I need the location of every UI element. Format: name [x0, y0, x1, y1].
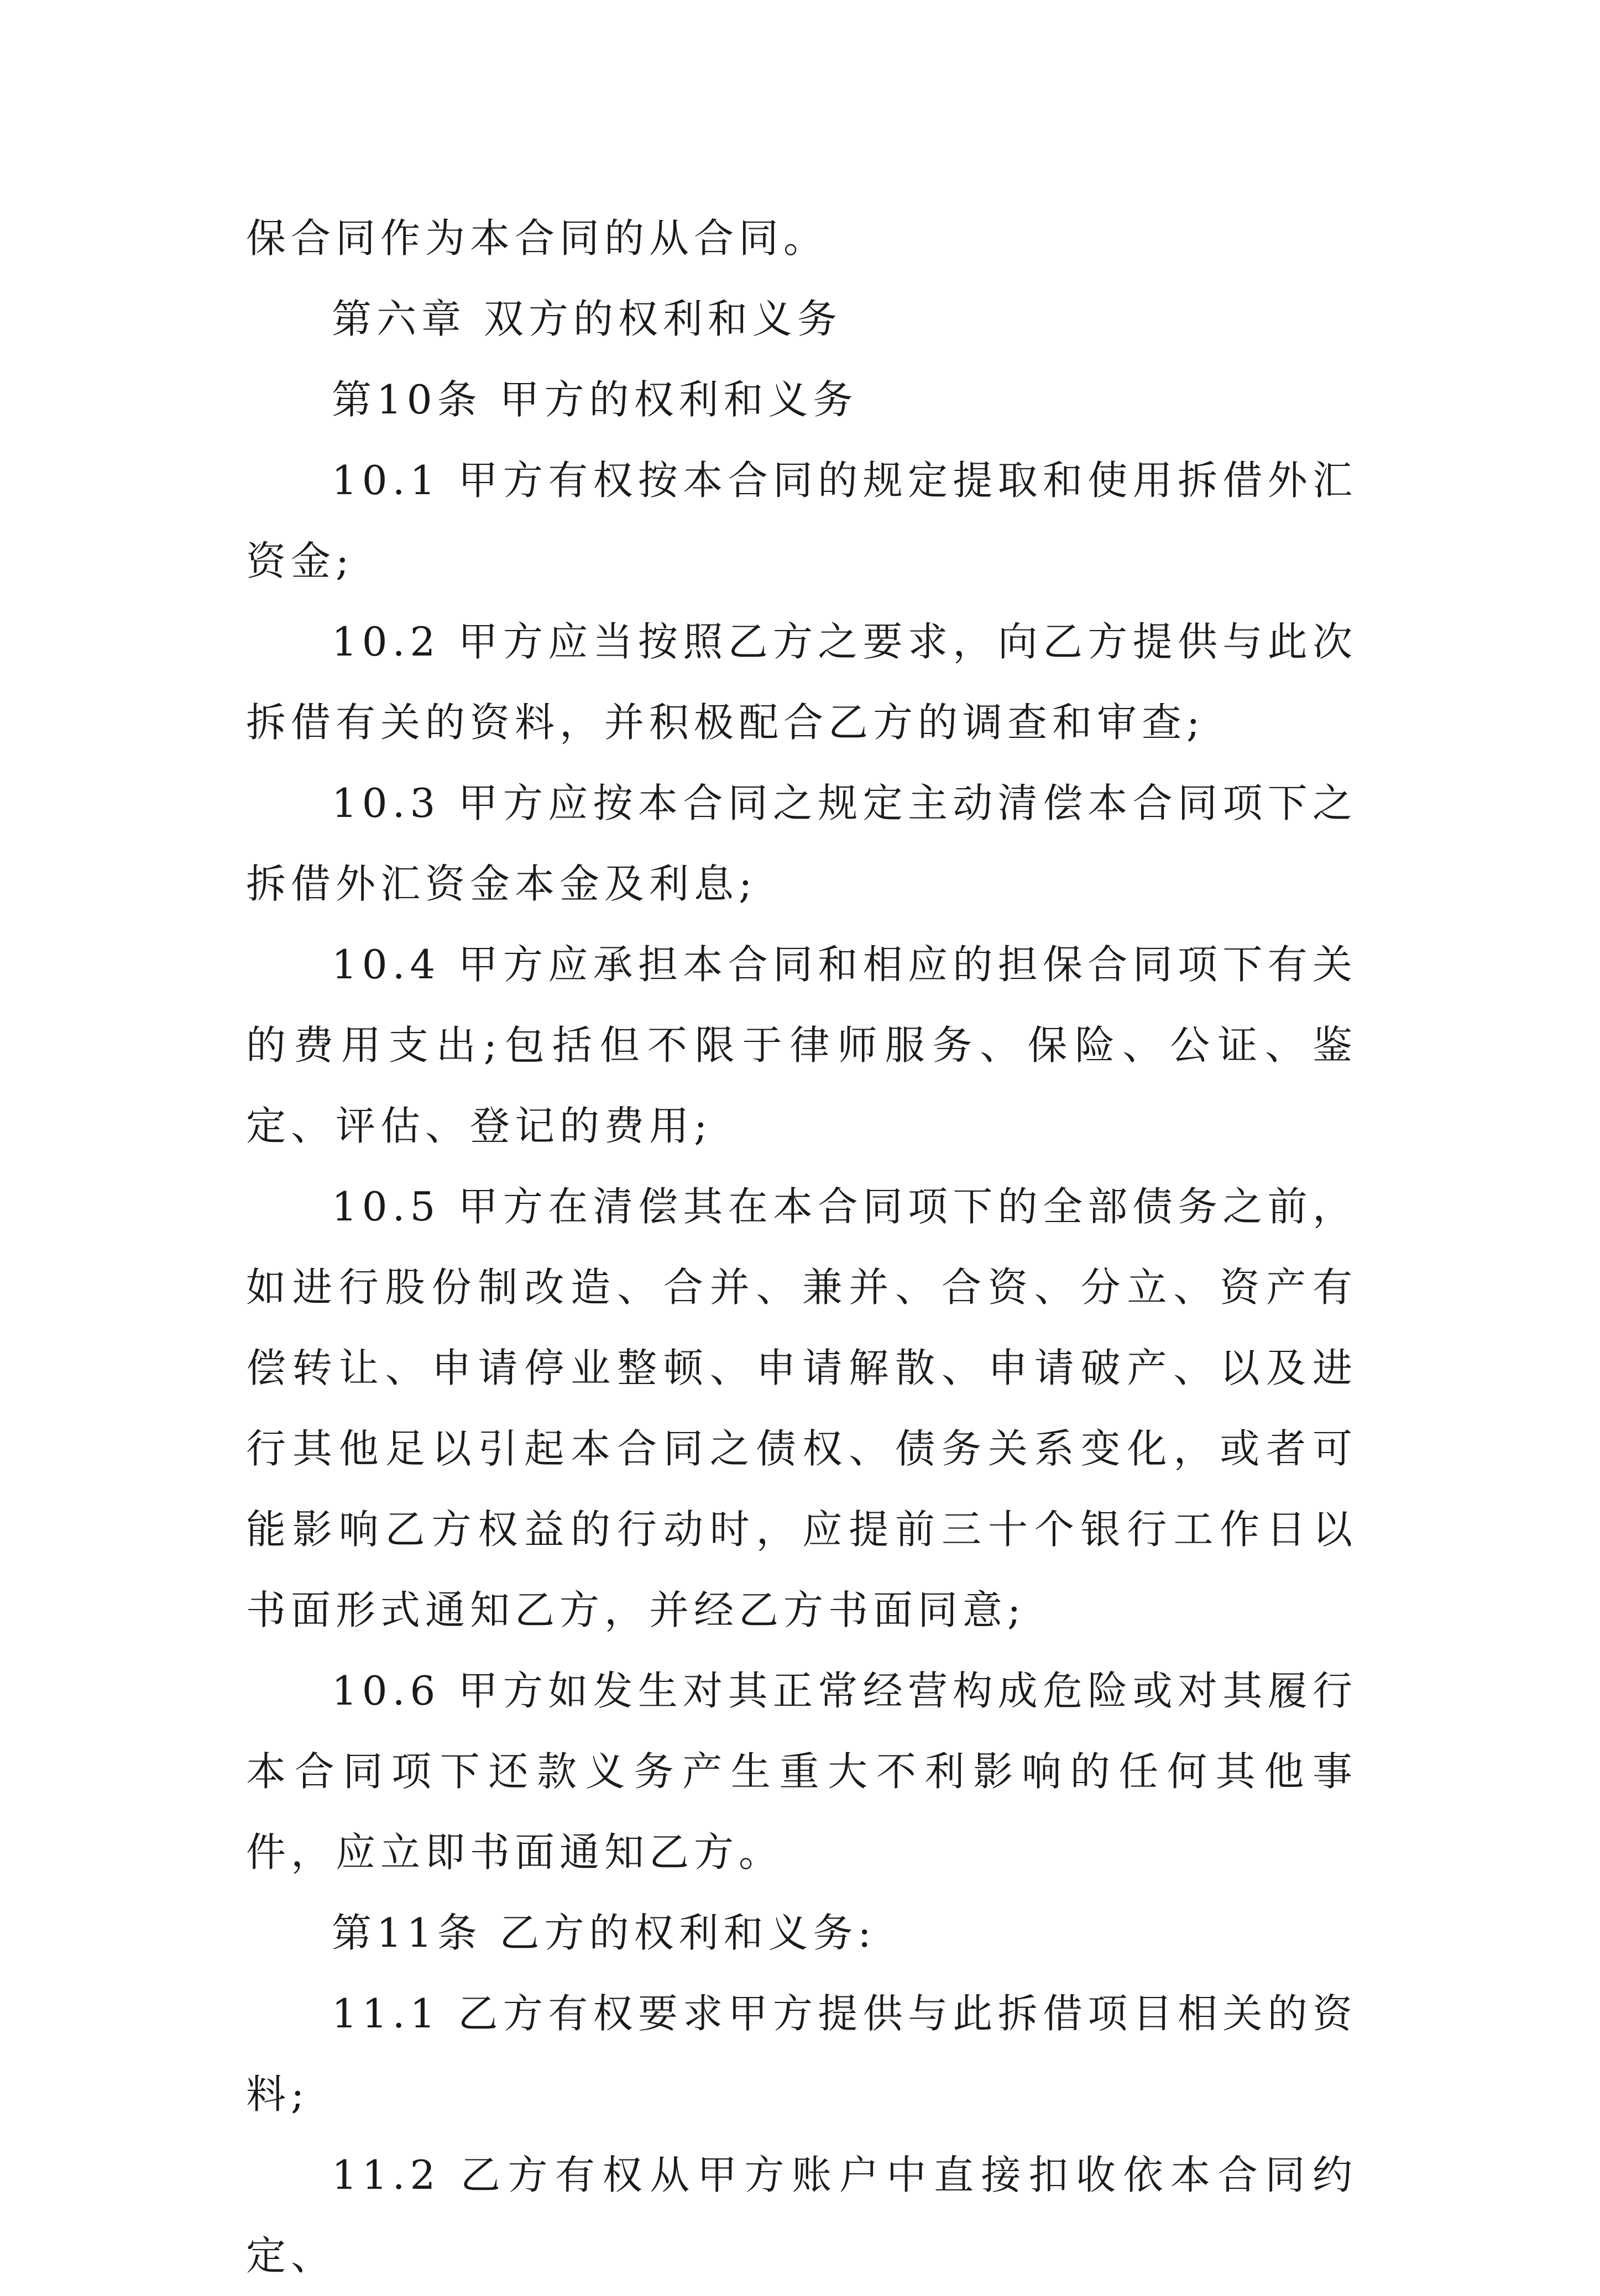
clause-10-4: 10.4 甲方应承担本合同和相应的担保合同项下有关的费用支出;包括但不限于律师服务、保险、公证、鉴定、评估、登记的费用;: [246, 941, 1357, 1149]
document-body: [246, 198, 1357, 2296]
article-heading-10: 第10条 甲方的权利和义务: [332, 376, 858, 423]
clause-10-1: 10.1 甲方有权按本合同的规定提取和使用拆借外汇资金;: [246, 457, 1357, 584]
clause-10-2: 10.2 甲方应当按照乙方之要求，向乙方提供与此次拆借有关的资料，并积极配合乙方的调查和审查;: [246, 618, 1357, 746]
clause-10-5: 10.5 甲方在清偿其在本合同项下的全部债务之前，如进行股份制改造、合并、兼并、合资、分立、资产有偿转让、申请停业整顿、申请解散、申请破产、以及进行其他足以引起本合同之债权、债务关系变化，或者可能影响乙方权益的行动时，应提前三十个银行工作日以书面形式通知乙方，并经乙方书面同意;: [246, 1183, 1357, 1633]
article-heading-11: 第11条 乙方的权利和义务:: [332, 1910, 876, 1956]
chapter-heading: 第六章 双方的权利和义务: [332, 296, 842, 342]
clause-11-2: 11.2 乙方有权从甲方账户中直接扣收依本合同约定、: [246, 2152, 1357, 2279]
clause-10-6: 10.6 甲方如发生对其正常经营构成危险或对其履行本合同项下还款义务产生重大不利影响的任何其他事件，应立即书面通知乙方。: [246, 1668, 1357, 1875]
clause-11-1: 11.1 乙方有权要求甲方提供与此拆借项目相关的资料;: [246, 1990, 1357, 2117]
clause-10-3: 10.3 甲方应按本合同之规定主动清偿本合同项下之拆借外汇资金本金及利息;: [246, 780, 1357, 907]
paragraph-continuation: 保合同作为本合同的从合同。: [246, 215, 829, 261]
